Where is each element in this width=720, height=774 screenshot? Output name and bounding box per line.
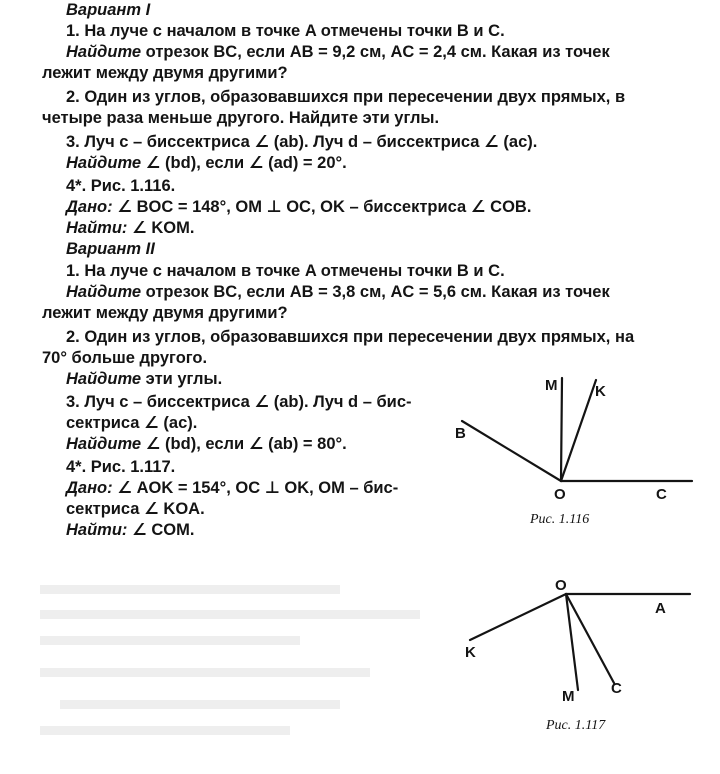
v1-problem3-find-word: Найдите — [66, 154, 142, 172]
fig116-label-m: M — [545, 377, 558, 394]
ray-ob — [462, 421, 561, 481]
v2-problem2-line1: 2. Один из углов, образовавшихся при пересечении двух прямых, на — [66, 328, 635, 346]
v2-problem4-line1: 4*. Рис. 1.117. — [66, 458, 176, 476]
v2-problem3-line1: 3. Луч c – биссектриса ∠ (ab). Луч d – бис- — [66, 393, 412, 411]
v2-problem4-given-line2: сектриса ∠ KOA. — [66, 500, 205, 518]
v1-problem3-line1: 3. Луч c – биссектриса ∠ (ab). Луч d – биссектриса ∠ (ac). — [66, 133, 538, 151]
v1-problem1-line3: лежит между двумя другими? — [42, 64, 288, 82]
v1-problem1-line1: 1. На луче с началом в точке A отмечены точки B и C. — [66, 22, 505, 40]
ray-oc — [566, 594, 614, 683]
ray-om — [566, 594, 578, 690]
v2-given-text: ∠ AOK = 154°, OC ⊥ OK, OM – бис- — [112, 479, 399, 497]
fig116-label-o: O — [554, 486, 566, 503]
v2-find-text: ∠ COM. — [127, 521, 195, 539]
fig117-label-a: A — [655, 600, 666, 617]
fig117-label-k: K — [465, 644, 476, 661]
variant2-title: Вариант II — [66, 240, 155, 258]
fig117-label-o: O — [555, 577, 567, 594]
v2-problem1-line1: 1. На луче с началом в точке A отмечены точки B и C. — [66, 262, 505, 280]
v2-problem3-find-word: Найдите — [66, 435, 142, 453]
v1-problem3-text: ∠ (bd), если ∠ (ad) = 20°. — [141, 154, 347, 172]
v2-problem1-line3: лежит между двумя другими? — [42, 304, 288, 322]
v1-problem2-line1: 2. Один из углов, образовавшихся при пересечении двух прямых, в — [66, 88, 626, 106]
fig116-label-k: K — [595, 383, 606, 400]
figure-1-116-caption: Рис. 1.116 — [530, 512, 590, 527]
v1-find-text: ∠ KOM. — [127, 219, 195, 237]
v1-problem1-text: отрезок BC, если AB = 9,2 см, AC = 2,4 см. Какая из точек — [141, 43, 610, 61]
v1-problem2-line2: четыре раза меньше другого. Найдите эти углы. — [42, 109, 440, 127]
figure-1-116 — [462, 378, 692, 481]
figure-1-117-caption: Рис. 1.117 — [546, 718, 606, 733]
ray-ok — [561, 380, 596, 481]
v1-problem4-line1: 4*. Рис. 1.116. — [66, 177, 176, 195]
v1-given-text: ∠ BOC = 148°, OM ⊥ OC, OK – биссектриса ∠ COB. — [112, 198, 532, 216]
v2-problem3-text: ∠ (bd), если ∠ (ab) = 80°. — [141, 435, 347, 453]
v2-problem2-find-word: Найдите — [66, 370, 142, 388]
v2-problem1-find-word: Найдите — [66, 283, 142, 301]
v2-problem2-line2: 70° больше другого. — [42, 349, 208, 367]
v1-problem1-find-word: Найдите — [66, 43, 142, 61]
ray-om — [561, 378, 562, 481]
v2-find-word: Найти: — [66, 521, 128, 539]
v1-find-word: Найти: — [66, 219, 128, 237]
fig116-label-c: C — [656, 486, 667, 503]
v2-problem3-line2: сектриса ∠ (ac). — [66, 414, 198, 432]
fig116-label-b: B — [455, 425, 466, 442]
v2-given-word: Дано: — [66, 479, 113, 497]
v1-given-word: Дано: — [66, 198, 113, 216]
v2-problem1-text: отрезок BC, если AB = 3,8 см, AC = 5,6 см. Какая из точек — [141, 283, 610, 301]
variant1-title: Вариант I — [66, 1, 151, 19]
fig117-label-m: M — [562, 688, 575, 705]
fig117-label-c: C — [611, 680, 622, 697]
ray-ok — [470, 594, 566, 640]
v2-problem2-text: эти углы. — [141, 370, 223, 388]
